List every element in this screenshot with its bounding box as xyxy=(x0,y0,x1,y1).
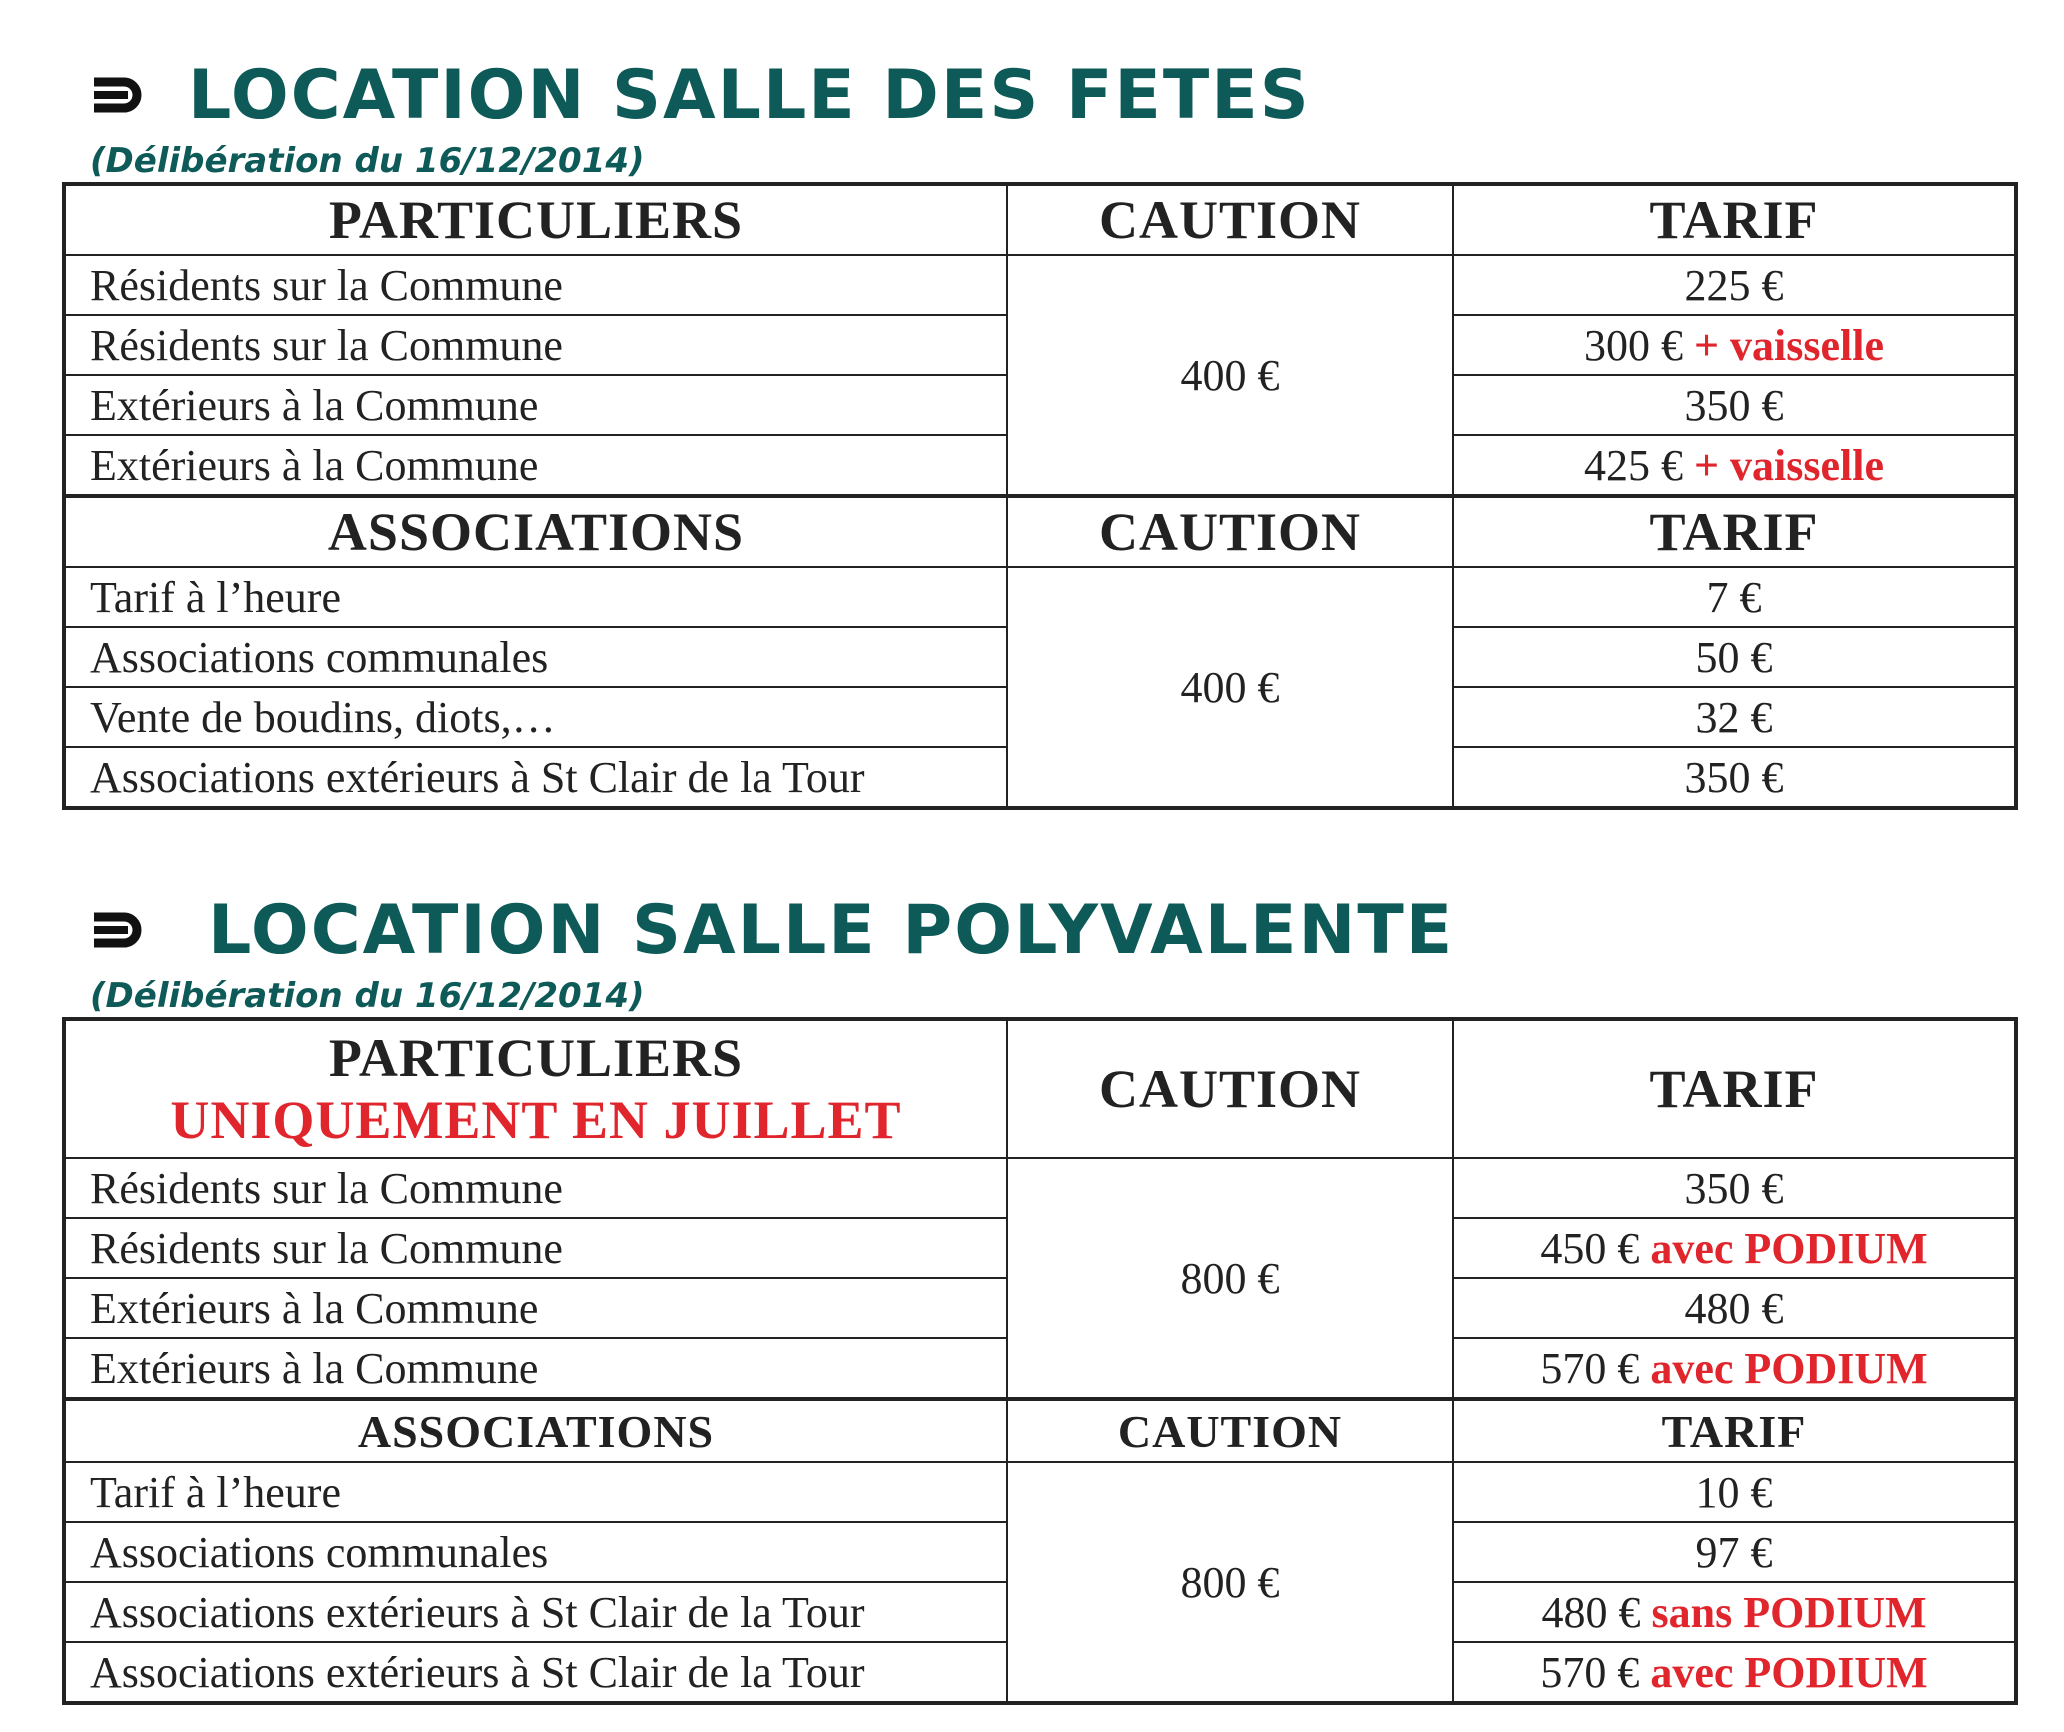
tarif-cell xyxy=(1453,315,2016,375)
table-row xyxy=(64,1462,2016,1522)
row-label: Vente de boudins, diots,… xyxy=(64,687,1007,747)
tarif-cell xyxy=(1453,255,2016,315)
price-extra: avec PODIUM xyxy=(1650,1647,1928,1697)
price: 300 € xyxy=(1583,320,1683,370)
section-subtitle: (Délibération du 16/12/2014) xyxy=(90,141,645,181)
table-header-row xyxy=(64,1399,2016,1462)
header-tarif: TARIF xyxy=(1453,184,2016,255)
section-title: LOCATION SALLE POLYVALENTE xyxy=(208,890,1455,970)
header-category: PARTICULIERS xyxy=(64,184,1007,255)
section-title: LOCATION SALLE DES FETES xyxy=(188,55,1311,135)
table-row xyxy=(64,255,2016,315)
row-label: Extérieurs à la Commune xyxy=(64,435,1007,496)
row-label: Extérieurs à la Commune xyxy=(64,1338,1007,1399)
header-tarif: TARIF xyxy=(1453,496,2016,567)
tarif-cell xyxy=(1453,1462,2016,1522)
price: 450 € xyxy=(1540,1223,1640,1273)
row-label: Associations extérieurs à St Clair de la Tour xyxy=(64,747,1007,808)
price: 225 € xyxy=(1684,260,1784,310)
table-header-row xyxy=(64,496,2016,567)
table-row xyxy=(64,1158,2016,1218)
price-extra: + vaisselle xyxy=(1693,320,1885,370)
row-label: Associations extérieurs à St Clair de la Tour xyxy=(64,1642,1007,1703)
tarif-cell xyxy=(1453,1278,2016,1338)
price-extra: + vaisselle xyxy=(1693,440,1885,490)
header-category: ASSOCIATIONS xyxy=(64,1399,1007,1462)
row-label: Extérieurs à la Commune xyxy=(64,1278,1007,1338)
header-caution: CAUTION xyxy=(1007,1399,1453,1462)
tarifs-table xyxy=(62,1017,2018,1705)
price: 350 € xyxy=(1684,1163,1784,1213)
tarif-cell xyxy=(1453,435,2016,496)
price: 7 € xyxy=(1706,572,1762,622)
price: 10 € xyxy=(1695,1467,1773,1517)
tarif-cell xyxy=(1453,1522,2016,1582)
table-row xyxy=(64,567,2016,627)
row-label: Résidents sur la Commune xyxy=(64,315,1007,375)
tarif-cell xyxy=(1453,747,2016,808)
row-label: Résidents sur la Commune xyxy=(64,1218,1007,1278)
price: 97 € xyxy=(1695,1527,1773,1577)
caution-value: 800 € xyxy=(1007,1158,1453,1399)
row-label: Associations communales xyxy=(64,627,1007,687)
header-caution: CAUTION xyxy=(1007,1019,1453,1158)
tarif-cell xyxy=(1453,687,2016,747)
price: 425 € xyxy=(1583,440,1683,490)
caution-value: 800 € xyxy=(1007,1462,1453,1703)
section-heading xyxy=(62,50,2014,140)
arrow-right-icon xyxy=(90,72,148,118)
tarif-cell xyxy=(1453,1642,2016,1703)
price: 50 € xyxy=(1695,632,1773,682)
header-caution: CAUTION xyxy=(1007,496,1453,567)
caution-value: 400 € xyxy=(1007,567,1453,808)
row-label: Tarif à l’heure xyxy=(64,567,1007,627)
header-category-name: PARTICULIERS xyxy=(328,1028,744,1088)
row-label: Résidents sur la Commune xyxy=(64,255,1007,315)
header-category xyxy=(64,1019,1007,1158)
section-subtitle: (Délibération du 16/12/2014) xyxy=(90,976,645,1016)
header-category-note: UNIQUEMENT EN JUILLET xyxy=(170,1090,902,1150)
table-header-row xyxy=(64,1019,2016,1158)
header-category: ASSOCIATIONS xyxy=(64,496,1007,567)
row-label: Associations communales xyxy=(64,1522,1007,1582)
tarif-cell xyxy=(1453,1218,2016,1278)
price: 350 € xyxy=(1684,752,1784,802)
price: 350 € xyxy=(1684,380,1784,430)
price-extra: avec PODIUM xyxy=(1650,1343,1928,1393)
section-salle-des-fetes xyxy=(62,50,2014,810)
section-salle-polyvalente xyxy=(62,885,2014,1705)
row-label: Résidents sur la Commune xyxy=(64,1158,1007,1218)
price-extra: avec PODIUM xyxy=(1650,1223,1928,1273)
tarif-cell xyxy=(1453,1338,2016,1399)
header-tarif: TARIF xyxy=(1453,1399,2016,1462)
table-header-row xyxy=(64,184,2016,255)
section-heading xyxy=(62,885,2014,975)
tarif-cell xyxy=(1453,567,2016,627)
tarif-cell xyxy=(1453,1158,2016,1218)
tarif-cell xyxy=(1453,627,2016,687)
arrow-right-icon xyxy=(90,907,148,953)
price-extra: sans PODIUM xyxy=(1651,1587,1927,1637)
price: 570 € xyxy=(1540,1647,1640,1697)
caution-value: 400 € xyxy=(1007,255,1453,496)
price: 480 € xyxy=(1541,1587,1641,1637)
price: 570 € xyxy=(1540,1343,1640,1393)
tarif-cell xyxy=(1453,375,2016,435)
price: 480 € xyxy=(1684,1283,1784,1333)
row-label: Tarif à l’heure xyxy=(64,1462,1007,1522)
row-label: Associations extérieurs à St Clair de la Tour xyxy=(64,1582,1007,1642)
tarif-cell xyxy=(1453,1582,2016,1642)
row-label: Extérieurs à la Commune xyxy=(64,375,1007,435)
header-caution: CAUTION xyxy=(1007,184,1453,255)
price: 32 € xyxy=(1695,692,1773,742)
header-tarif: TARIF xyxy=(1453,1019,2016,1158)
tarifs-table xyxy=(62,182,2018,810)
